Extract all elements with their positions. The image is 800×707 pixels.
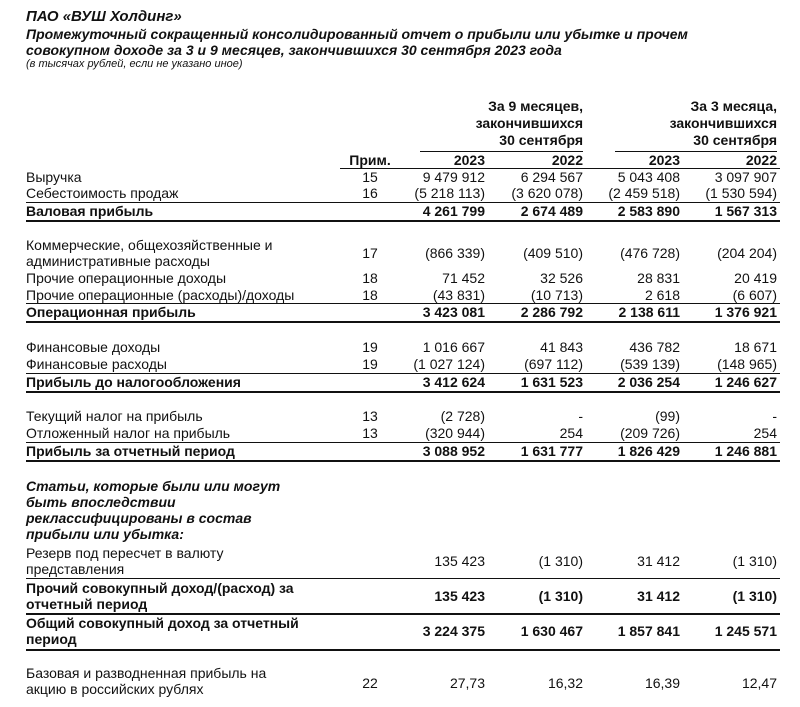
row-note-sga: 17 — [362, 245, 378, 261]
cell-net-profit-3m-2022: 1 246 881 — [714, 443, 777, 459]
row-label-profit-before-tax: Прибыль до налогообложения — [26, 374, 241, 390]
cell-cost-9m-2022: (3 620 078) — [511, 185, 583, 201]
cell-deferred-tax-9m-2022: 254 — [559, 425, 583, 441]
row-label-fx-reserve: Резерв под пересчет в валюту представления — [26, 545, 224, 577]
cell-pbt-3m-2023: 2 036 254 — [617, 374, 680, 390]
cell-other-income-9m-2023: 71 452 — [442, 270, 485, 286]
cell-net-profit-9m-2022: 1 631 777 — [520, 443, 583, 459]
cell-revenue-9m-2023: 9 479 912 — [422, 169, 485, 185]
cell-current-tax-9m-2022: - — [578, 408, 583, 424]
period-9m-line-3: 30 сентября — [499, 132, 583, 148]
row-label-finance-expenses: Финансовые расходы — [26, 356, 167, 372]
rule-below-total-ci — [26, 649, 780, 651]
cell-pbt-9m-2022: 1 631 523 — [520, 374, 583, 390]
period-9m-line-2: закончившихся — [475, 115, 583, 131]
cell-cost-9m-2023: (5 218 113) — [414, 185, 485, 201]
cell-current-tax-3m-2023: (99) — [655, 408, 680, 424]
cell-eps-9m-2022: 16,32 — [547, 675, 583, 691]
cell-deferred-tax-3m-2023: (209 726) — [620, 425, 680, 441]
cell-finance-income-9m-2022: 41 843 — [540, 339, 583, 355]
year-header-3m-2023: 2023 — [648, 152, 680, 168]
cell-revenue-3m-2022: 3 097 907 — [714, 169, 777, 185]
cell-revenue-9m-2022: 6 294 567 — [520, 169, 583, 185]
row-label-operating-profit: Операционная прибыль — [26, 304, 196, 320]
row-note-current-tax: 13 — [362, 408, 378, 424]
period-3m-line-3: 30 сентября — [693, 132, 777, 148]
cell-fx-reserve-9m-2023: 135 423 — [434, 553, 485, 569]
cell-gross-3m-2023: 2 583 890 — [617, 203, 680, 219]
cell-cost-3m-2022: (1 530 594) — [705, 185, 777, 201]
cell-sga-9m-2023: (866 339) — [425, 245, 485, 261]
row-label-total-comprehensive-income: Общий совокупный доход за отчетный период — [26, 615, 299, 647]
cell-sga-3m-2023: (476 728) — [620, 245, 680, 261]
cell-operating-profit-9m-2022: 2 286 792 — [520, 304, 583, 320]
cell-finance-income-3m-2023: 436 782 — [629, 339, 680, 355]
cell-other-expenses-9m-2022: (10 713) — [530, 287, 583, 303]
row-note-cost-of-sales: 16 — [362, 185, 378, 201]
cell-cost-3m-2023: (2 459 518) — [608, 185, 680, 201]
row-label-revenue: Выручка — [26, 169, 82, 185]
cell-oci-9m-2023: 135 423 — [434, 588, 485, 604]
row-note-finance-income: 19 — [362, 339, 378, 355]
cell-gross-9m-2023: 4 261 799 — [422, 203, 485, 219]
row-label-cost-of-sales: Себестоимость продаж — [26, 185, 179, 201]
row-note-other-income: 18 — [362, 270, 378, 286]
cell-current-tax-9m-2023: (2 728) — [440, 408, 485, 424]
cell-gross-9m-2022: 2 674 489 — [520, 203, 583, 219]
cell-total-ci-3m-2023: 1 857 841 — [617, 623, 680, 639]
cell-fx-reserve-3m-2023: 31 412 — [637, 553, 680, 569]
row-label-current-tax: Текущий налог на прибыль — [26, 408, 203, 424]
cell-pbt-9m-2023: 3 412 624 — [422, 374, 485, 390]
period-3m-line-1: За 3 месяца, — [690, 98, 777, 114]
cell-oci-3m-2023: 31 412 — [637, 588, 680, 604]
year-header-3m-2022: 2022 — [745, 152, 777, 168]
rule-below-pbt — [26, 391, 780, 393]
cell-finance-expenses-3m-2023: (539 139) — [620, 356, 680, 372]
cell-sga-3m-2022: (204 204) — [717, 245, 777, 261]
row-note-revenue: 15 — [362, 169, 378, 185]
year-header-9m-2023: 2023 — [453, 152, 485, 168]
period-9m-line-1: За 9 месяцев, — [488, 98, 583, 114]
row-label-eps: Базовая и разводненная прибыль на акцию в российских рублях — [26, 665, 267, 697]
row-label-other-expenses: Прочие операционные (расходы)/доходы — [26, 287, 295, 303]
note-column-header: Прим. — [349, 152, 391, 168]
rule-above-oci — [26, 578, 780, 579]
cell-finance-income-3m-2022: 18 671 — [734, 339, 777, 355]
cell-finance-expenses-3m-2022: (148 965) — [717, 356, 777, 372]
cell-other-expenses-9m-2023: (43 831) — [432, 287, 485, 303]
row-label-other-income: Прочие операционные доходы — [26, 270, 227, 286]
cell-deferred-tax-9m-2023: (320 944) — [425, 425, 485, 441]
row-label-oci: Прочий совокупный доход/(расход) за отчетный период — [26, 580, 294, 612]
cell-sga-9m-2022: (409 510) — [523, 245, 583, 261]
cell-revenue-3m-2023: 5 043 408 — [617, 169, 680, 185]
cell-operating-profit-3m-2022: 1 376 921 — [714, 304, 777, 320]
cell-other-income-3m-2022: 20 419 — [734, 270, 777, 286]
row-label-net-profit: Прибыль за отчетный период — [26, 443, 235, 459]
cell-eps-9m-2023: 27,73 — [449, 675, 485, 691]
cell-pbt-3m-2022: 1 246 627 — [714, 374, 777, 390]
cell-oci-3m-2022: (1 310) — [732, 588, 777, 604]
cell-other-expenses-3m-2022: (6 607) — [732, 287, 777, 303]
cell-eps-3m-2022: 12,47 — [741, 675, 777, 691]
cell-other-expenses-3m-2023: 2 618 — [644, 287, 680, 303]
company-name: ПАО «ВУШ Холдинг» — [26, 8, 182, 25]
oci-section-heading: Статьи, которые были или могут быть впоследствии реклассифицированы в состав прибыли или убытка: — [26, 478, 281, 542]
cell-finance-expenses-9m-2022: (697 112) — [524, 356, 583, 372]
rule-below-net-profit — [26, 460, 780, 462]
cell-fx-reserve-9m-2022: (1 310) — [538, 553, 583, 569]
cell-total-ci-9m-2023: 3 224 375 — [422, 623, 485, 639]
cell-net-profit-3m-2023: 1 826 429 — [617, 443, 680, 459]
year-header-9m-2022: 2022 — [551, 152, 583, 168]
cell-oci-9m-2022: (1 310) — [538, 588, 583, 604]
rule-below-operating-profit — [26, 321, 780, 323]
cell-finance-expenses-9m-2023: (1 027 124) — [413, 356, 485, 372]
row-label-gross-profit: Валовая прибыль — [26, 203, 154, 219]
report-title-line-1: Промежуточный сокращенный консолидированный отчет о прибыли или убытке и прочем — [26, 26, 688, 42]
row-note-finance-expenses: 19 — [362, 356, 378, 372]
row-note-eps: 22 — [362, 675, 378, 691]
report-title-line-2: совокупном доходе за 3 и 9 месяцев, закончившихся 30 сентября 2023 года — [26, 42, 562, 58]
cell-current-tax-3m-2022: - — [772, 408, 777, 424]
cell-net-profit-9m-2023: 3 088 952 — [422, 443, 485, 459]
row-label-sga: Коммерческие, общехозяйственные и административные расходы — [26, 237, 273, 269]
cell-deferred-tax-3m-2022: 254 — [753, 425, 777, 441]
report-header — [26, 8, 786, 71]
cell-operating-profit-3m-2023: 2 138 611 — [618, 304, 680, 320]
row-note-other-expenses: 18 — [362, 287, 378, 303]
cell-operating-profit-9m-2023: 3 423 081 — [422, 304, 485, 320]
units-note: (в тысячах рублей, если не указано иное) — [26, 58, 243, 70]
row-label-deferred-tax: Отложенный налог на прибыль — [26, 425, 231, 441]
cell-gross-3m-2022: 1 567 313 — [714, 203, 777, 219]
cell-other-income-3m-2023: 28 831 — [637, 270, 680, 286]
cell-total-ci-3m-2022: 1 245 571 — [714, 623, 777, 639]
cell-eps-3m-2023: 16,39 — [644, 675, 680, 691]
cell-fx-reserve-3m-2022: (1 310) — [732, 553, 777, 569]
row-note-deferred-tax: 13 — [362, 425, 378, 441]
cell-finance-income-9m-2023: 1 016 667 — [422, 339, 485, 355]
cell-total-ci-9m-2022: 1 630 467 — [520, 623, 583, 639]
period-3m-line-2: закончившихся — [669, 115, 777, 131]
cell-other-income-9m-2022: 32 526 — [540, 270, 583, 286]
rule-below-gross — [26, 220, 780, 222]
row-label-finance-income: Финансовые доходы — [26, 339, 161, 355]
